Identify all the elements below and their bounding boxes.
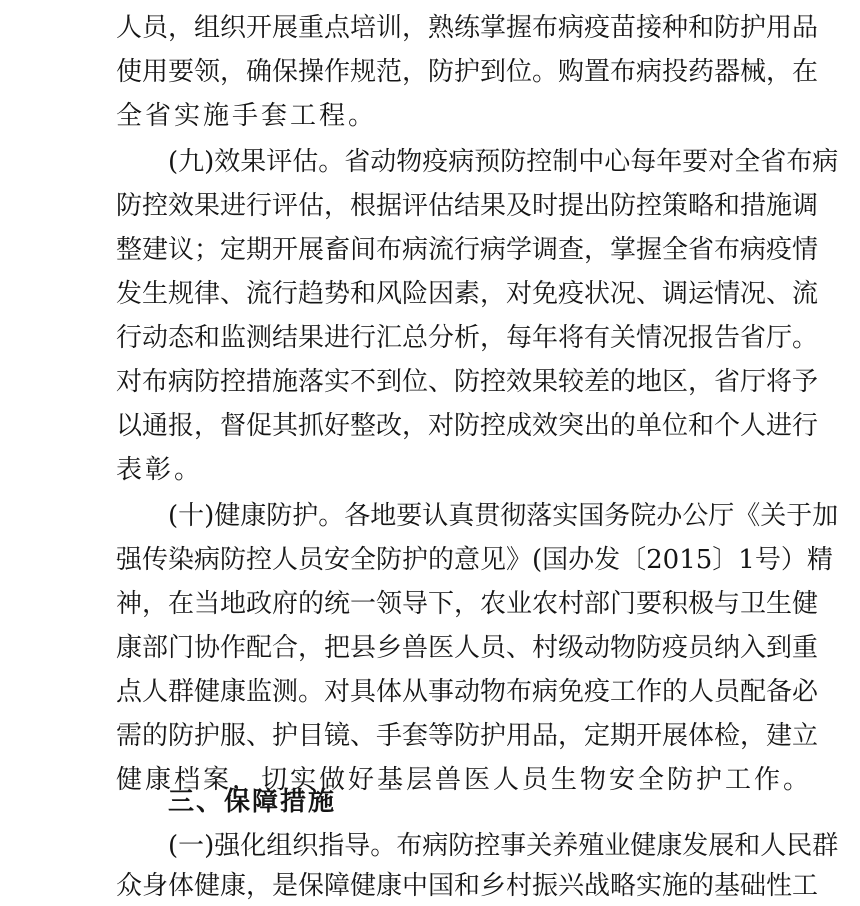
text-line: 人员，组织开展重点培训，熟练掌握布病疫苗接种和防护用品 xyxy=(116,13,819,43)
text-line: 整建议；定期开展畜间布病流行病学调查，掌握全省布病疫情 xyxy=(116,235,819,265)
text-line: 强传染病防控人员安全防护的意见》(国办发〔2015〕1号）精 xyxy=(116,545,833,575)
text-line: 表彰。 xyxy=(116,455,204,485)
text-line: 需的防护服、护目镜、手套等防护用品，定期开展体检，建立 xyxy=(116,721,819,751)
text-line: 防控效果进行评估，根据评估结果及时提出防控策略和措施调 xyxy=(116,191,819,221)
text-line: 众身体健康，是保障健康中国和乡村振兴战略实施的基础性工 xyxy=(116,871,819,901)
text-line: 对布病防控措施落实不到位、防控效果较差的地区，省厅将予 xyxy=(116,367,819,397)
text-line: 行动态和监测结果进行汇总分析，每年将有关情况报告省厅。 xyxy=(116,323,819,353)
text-line: 发生规律、流行趋势和风险因素，对免疫状况、调运情况、流 xyxy=(116,279,819,309)
text-line: 点人群健康监测。对具体从事动物布病免疫工作的人员配备必 xyxy=(116,677,819,707)
text-line: 以通报，督促其抓好整改，对防控成效突出的单位和个人进行 xyxy=(116,411,819,441)
text-line: 神，在当地政府的统一领导下，农业农村部门要积极与卫生健 xyxy=(116,589,819,619)
section-three-heading: 三、保障措施 xyxy=(168,787,337,817)
section-one-heading-line: (一)强化组织指导。布病防控事关养殖业健康发展和人民群 xyxy=(168,831,839,861)
section-ten-heading-line: (十)健康防护。各地要认真贯彻落实国务院办公厅《关于加 xyxy=(168,501,839,531)
section-nine-heading-line: (九)效果评估。省动物疫病预防控制中心每年要对全省布病 xyxy=(168,147,839,177)
text-line: 健康档案，切实做好基层兽医人员生物安全防护工作。 xyxy=(116,765,813,795)
text-line: 使用要领，确保操作规范，防护到位。购置布病投药器械，在 xyxy=(116,57,819,87)
text-line: 全省实施手套工程。 xyxy=(116,101,378,131)
text-line: 康部门协作配合，把县乡兽医人员、村级动物防疫员纳入到重 xyxy=(116,633,819,663)
